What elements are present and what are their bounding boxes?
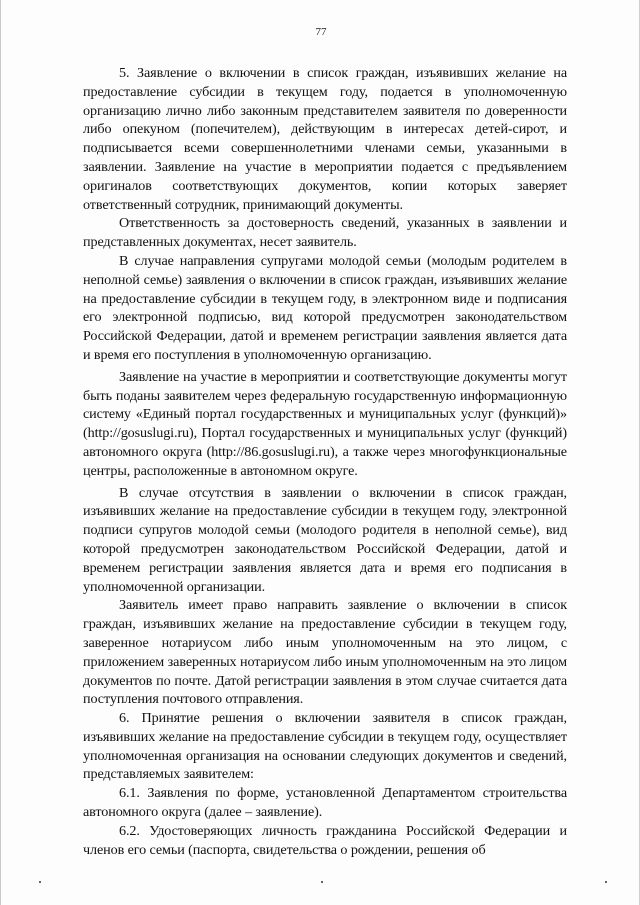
paragraph-responsibility: Ответственность за достоверность сведений, указанных в заявлении и представленных документах, несет заявитель. [83, 215, 567, 251]
page-number: 77 [315, 26, 327, 38]
scan-speck [605, 881, 607, 883]
paragraph-portal-submission: Заявление на участие в мероприятии и соответствующие документы могут быть поданы заявителем через федеральную государственную информационную систему «Единый портал государственных и муниципальных услуг (функций)» (http://gosuslugi.ru), Портал государственных и муниципальных услуг (функций) автономного округа (http://86.gosuslugi.ru), а также через многофункциональные центры, расположенные в автономном округе. [83, 368, 567, 479]
paragraph-decision-documents: 6. Принятие решения о включении заявителя в список граждан, изъявивших желание на предоставление субсидии в текущем году, осуществляет уполномоченная организация на основании следующих документов и сведений, представляемых заявителем: [83, 710, 567, 783]
document-body [83, 64, 567, 859]
scan-speck [321, 881, 323, 883]
paragraph-electronic-submission: В случае направления супругами молодой семьи (молодым родителем в неполной семье) заявления о включении в список граждан, изъявивших желание на предоставление субсидии в текущем году, в электронном виде и подписания его электронной подписью, вид которой предусмотрен законодательством Российской Федерации, датой и временем регистрации заявления является дата и время его поступления в уполномоченную организацию. [83, 252, 567, 363]
paragraph-item-6-2: 6.2. Удостоверяющих личность гражданина Российской Федерации и членов его семьи (паспорта, свидетельства о рождении, решения об [83, 822, 567, 858]
paragraph-no-electronic-signature: В случае отсутствия в заявлении о включении в список граждан, изъявивших желание на предоставление субсидии в текущем году, электронной подписи супругов молодой семьи (молодого родителя в неполной семье), вид которой предусмотрен законодательством Российской Федерации, датой и временем регистрации заявления является дата и время его подписания в уполномоченной организации. [83, 484, 567, 595]
scan-speck [39, 881, 41, 883]
paragraph-item-6-1: 6.1. Заявления по форме, установленной Департаментом строительства автономного округа (далее – заявление). [83, 785, 567, 821]
paragraph-application-submission: 5. Заявление о включении в список граждан, изъявивших желание на предоставление субсидии в текущем году, подается в уполномоченную организацию лично либо законным представителем заявителя по доверенности либо опекуном (попечителем), действующим в интересах детей-сирот, и подписывается всеми совершеннолетними членами семьи, указанными в заявлении. Заявление на участие в мероприятии подается с предъявлением оригиналов соответствующих документов, копии которых заверяет ответственный сотрудник, принимающий документы. [83, 65, 567, 213]
paragraph-postal-submission: Заявитель имеет право направить заявление о включении в список граждан, изъявивших желание на предоставление субсидии в текущем году, заверенное нотариусом либо иным уполномоченным на это лицом, с приложением заверенных нотариусом либо иным уполномоченным на это лицом документов по почте. Датой регистрации заявления в этом случае считается дата поступления почтового отправления. [83, 597, 567, 708]
